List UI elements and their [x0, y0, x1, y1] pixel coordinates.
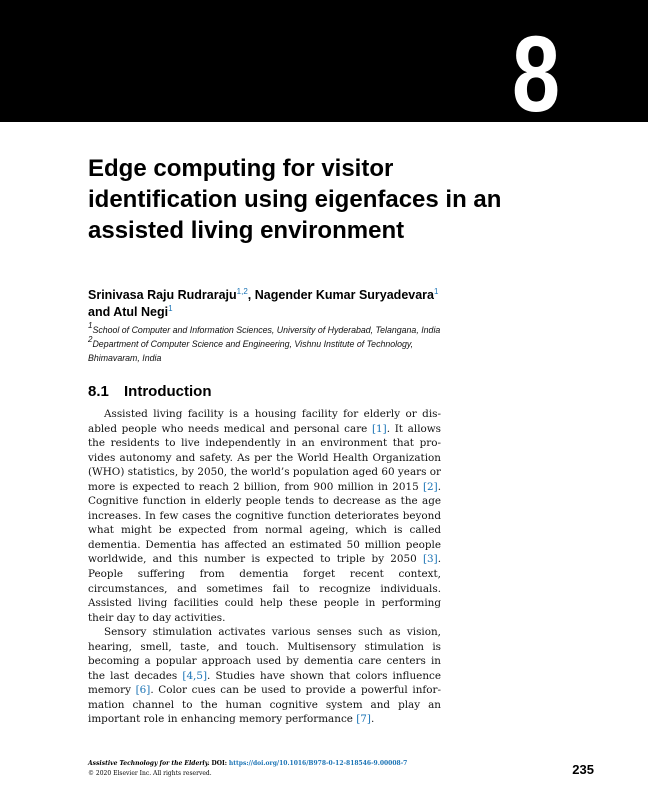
body-text — [88, 407, 441, 727]
chapter-number: 8 — [511, 13, 560, 134]
book-title: Assistive Technology for the Elderly. — [88, 760, 210, 767]
author-name: Nagender Kumar Suryadevara — [254, 288, 434, 302]
chapter-title: Edge computing for visitor identification using eigenfaces in an assisted living environment — [88, 155, 502, 244]
text-run: . — [370, 713, 375, 726]
citation-link[interactable]: [6] — [135, 684, 151, 697]
text-run: . It allows the residents to live independently in an environment that provides autonomy and safety. As per the World Health Organization (WHO) statistics, by 2050, the world’s population aged 60 years or more is expected to reach 2 billion, from 900 million in 2015 — [88, 422, 441, 493]
text-run: . Studies have shown that colors influence memory — [88, 669, 441, 697]
page-number: 235 — [572, 762, 594, 777]
author-name: Srinivasa Raju Rudraraju — [88, 288, 237, 302]
section-number: 8.1 — [88, 383, 109, 400]
text-run: Assisted living facility is a housing facility for elderly or disabled people who needs medical and personal care — [88, 408, 441, 435]
page-footer — [88, 759, 568, 779]
doi-link[interactable]: https://doi.org/10.1016/B978-0-12-818546-9.00008-7 — [228, 760, 408, 767]
affiliation-1: School of Computer and Information Sciences, University of Hyderabad, Telangana, India — [92, 325, 441, 335]
doi-label: DOI: — [211, 760, 227, 767]
copyright: © 2020 Elsevier Inc. All rights reserved. — [88, 770, 212, 777]
author-separator: and — [88, 305, 114, 319]
citation-link[interactable]: [7] — [356, 713, 371, 726]
affiliations — [88, 323, 448, 365]
text-run: . Cognitive function in elderly people tends to decrease as the age increases. In few cases the cognitive function deteriorates beyond what might be expected from normal ageing, which is called dementia. Dementia has affected an estimated 50 million people worldwide, and this number is expected to triple by 2050 — [88, 480, 441, 566]
author-list — [88, 287, 488, 321]
section-title: Introduction — [124, 383, 212, 400]
text-run: . Color cues can be used to provide a powerful information channel to the human cognitive system and play an important role in enhancing memory performance — [88, 684, 441, 726]
author-separator: , — [247, 288, 255, 302]
citation-link[interactable]: [3] — [422, 553, 438, 566]
affiliation-mark: 2 — [88, 335, 93, 344]
citation-link[interactable]: [1] — [372, 422, 387, 435]
author-affiliation-mark: 1 — [168, 304, 173, 313]
paragraph — [88, 625, 441, 727]
author-affiliation-mark: 1,2 — [236, 287, 248, 296]
chapter-header-band — [0, 0, 648, 134]
citation-link[interactable]: [4,5] — [182, 669, 208, 682]
text-run: Sensory stimulation activates various senses such as vision, hearing, smell, taste, and touch. Multisensory stimulation is becoming a popular approach used by dementia care centers in the last decades — [88, 626, 441, 682]
author-name: Atul Negi — [113, 305, 169, 319]
author-affiliation-mark: 1 — [434, 287, 439, 296]
paragraph — [88, 407, 441, 625]
footer-citation-line — [88, 759, 568, 769]
citation-link[interactable]: [2] — [422, 480, 438, 493]
text-run: . People suffering from dementia forget recent context, circumstances, and sometimes fail to recognize individuals. Assisted living facilities could help these people in performing their day to day activities. — [88, 553, 441, 624]
affiliation-2: Department of Computer Science and Engineering, Vishnu Institute of Technology, Bhimavaram, India — [88, 339, 414, 363]
affiliation-mark: 1 — [88, 321, 93, 330]
section-heading — [88, 382, 211, 402]
